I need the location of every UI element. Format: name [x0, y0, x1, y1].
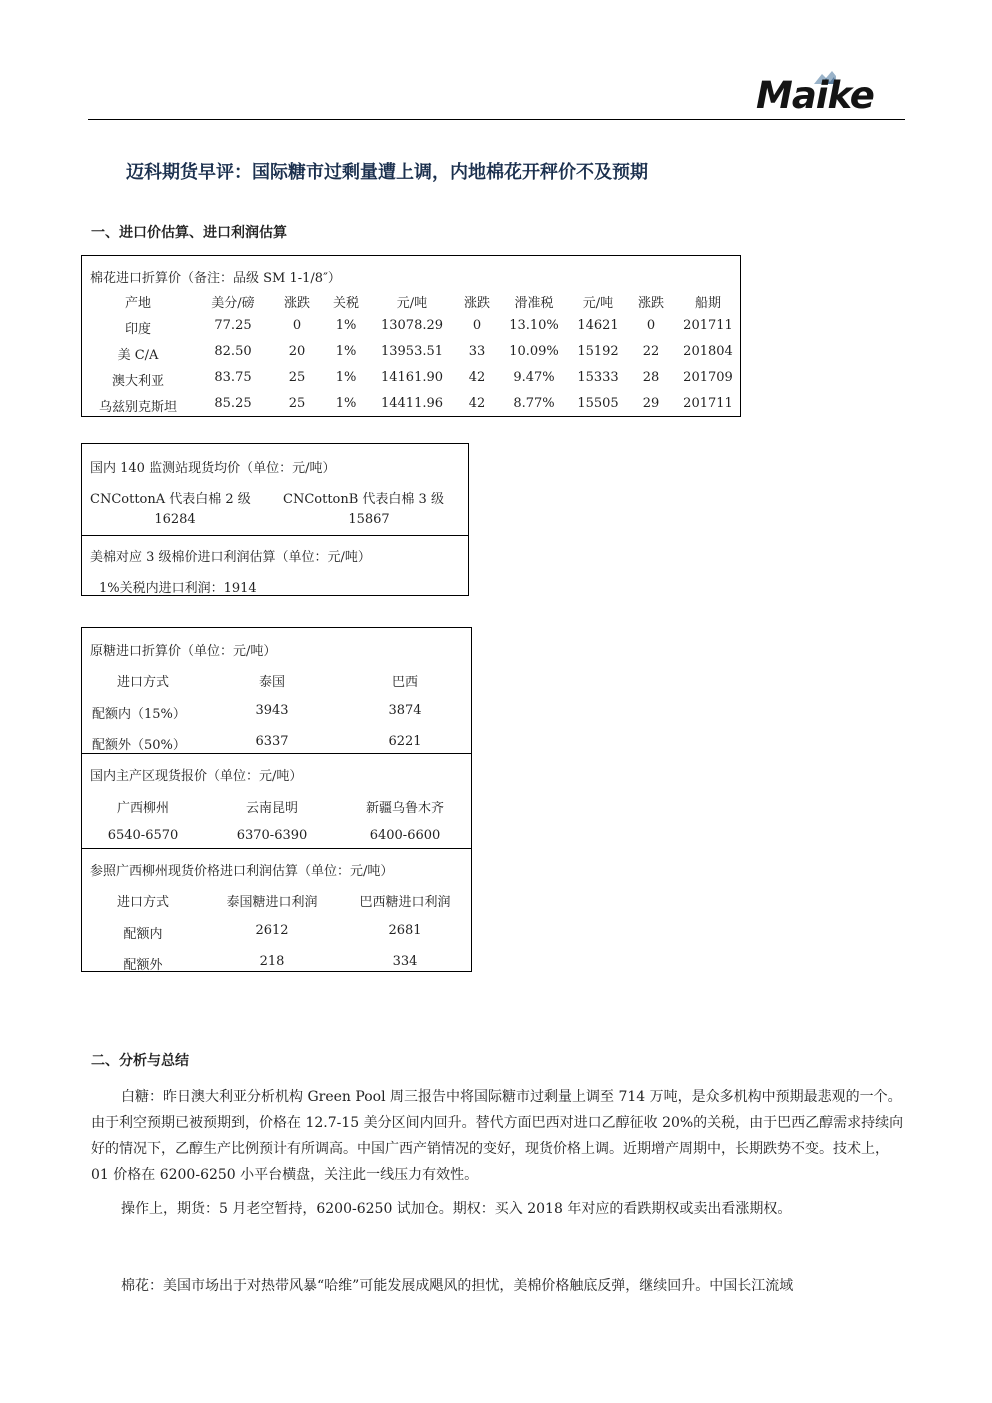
- section-heading-1: 一、进口价估算、进口利润估算: [91, 225, 287, 241]
- section-heading-2: 二、分析与总结: [91, 1053, 189, 1069]
- profit-caption: 美棉对应 3 级棉价进口利润估算（单位：元/吨）: [90, 550, 371, 565]
- table-cell: 14621: [577, 318, 619, 333]
- table-cell: 83.75: [214, 370, 252, 385]
- table-header: 元/吨: [582, 296, 614, 311]
- table-cell: 13953.51: [380, 344, 444, 359]
- table-header: 泰国: [258, 675, 286, 690]
- profit-text: 1%关税内进口利润：1914: [99, 581, 257, 596]
- table-cell: 2612: [255, 923, 289, 938]
- table-cell: 印度: [124, 322, 152, 337]
- table-cell: 1%: [335, 370, 357, 385]
- table-header: 涨跌: [283, 296, 311, 311]
- maike-logo: [756, 70, 890, 120]
- table-caption: 国内 140 监测站现货均价（单位：元/吨）: [90, 461, 336, 476]
- table-cell: 13.10%: [509, 318, 559, 333]
- table-cell: 6400-6600: [369, 828, 441, 843]
- table-cell: 配额外（50%）: [92, 738, 186, 753]
- table-caption: 棉花进口折算价（备注：品级 SM 1-1/8″）: [90, 271, 341, 286]
- header-rule: [88, 119, 905, 120]
- table-header: 元/吨: [396, 296, 428, 311]
- cotton-import-table: [81, 255, 741, 417]
- table-cell: 29: [642, 396, 660, 411]
- table-cell: 1%: [335, 396, 357, 411]
- table-header: 巴西: [391, 675, 419, 690]
- paragraph-sugar: 白糖：昨日澳大利亚分析机构 Green Pool 周三报告中将国际糖市过剩量上调至 714 万吨，是众多机构中预期最悲观的一个。由于利空预期已被预期到，价格在 12.7-15 美分区间内回升。替代方面巴西对进口乙醇征收 20%的关税，由于巴西乙醇需求持续向好的情况下，乙醇生产比例预计有所调高。中国广西产销情况的变好，现货价格上调。近期增产周期中，长期跌势不变。技术上，01 价格在 6200-6250 小平台横盘，关注此一线压力有效性。: [91, 1089, 904, 1183]
- sugar-table: [81, 627, 472, 972]
- cotton-b-label: CNCottonB 代表白棉 3 级: [283, 492, 444, 507]
- table-header: 广西柳州: [116, 801, 170, 816]
- table-cell: 6540-6570: [107, 828, 179, 843]
- table-cell: 28: [642, 370, 660, 385]
- paragraph-operation: 操作上，期货：5 月老空暂持，6200-6250 试加仓。期权：买入 2018 年对应的看跌期权或卖出看涨期权。: [121, 1201, 792, 1217]
- table-cell: 15192: [577, 344, 619, 359]
- table-cell: 1%: [335, 344, 357, 359]
- table-cell: 201709: [683, 370, 733, 385]
- table-cell: 1%: [335, 318, 357, 333]
- table-cell: 6221: [388, 734, 422, 749]
- divider: [82, 848, 471, 849]
- table-cell: 85.25: [214, 396, 252, 411]
- table-cell: 25: [288, 396, 306, 411]
- table-cell: 8.77%: [513, 396, 555, 411]
- table-cell: 配额外: [123, 958, 163, 973]
- table-cell: 2681: [388, 923, 422, 938]
- table-cell: 22: [642, 344, 660, 359]
- table-caption: 原糖进口折算价（单位：元/吨）: [90, 644, 277, 659]
- table-cell: 配额内: [123, 927, 163, 942]
- table-cell: 15505: [577, 396, 619, 411]
- table-caption: 参照广西柳州现货价格进口利润估算（单位：元/吨）: [90, 864, 394, 879]
- table-cell: 13078.29: [380, 318, 444, 333]
- table-cell: 14161.90: [380, 370, 444, 385]
- table-cell: 3943: [255, 703, 289, 718]
- table-caption: 国内主产区现货报价（单位：元/吨）: [90, 769, 303, 784]
- table-cell: 9.47%: [513, 370, 555, 385]
- table-cell: 14411.96: [380, 396, 444, 411]
- table-cell: 218: [259, 954, 285, 969]
- table-header: 关税: [332, 296, 360, 311]
- table-cell: 42: [468, 396, 486, 411]
- table-cell: 6370-6390: [236, 828, 308, 843]
- table-cell: 201711: [683, 396, 733, 411]
- table-cell: 82.50: [214, 344, 252, 359]
- table-header: 涨跌: [637, 296, 665, 311]
- table-cell: 0: [472, 318, 482, 333]
- table-cell: 20: [288, 344, 306, 359]
- table-cell: 澳大利亚: [111, 374, 165, 389]
- paragraph-cotton: 棉花：美国市场出于对热带风暴“哈维”可能发展成飓风的担忧，美棉价格触底反弹，继续回升。中国长江流域: [121, 1278, 794, 1294]
- logo-text: Maike: [756, 74, 874, 117]
- table-cell: 0: [646, 318, 656, 333]
- table-header: 进口方式: [116, 895, 170, 910]
- table-header: 新疆乌鲁木齐: [365, 801, 445, 816]
- table-cell: 77.25: [214, 318, 252, 333]
- table-cell: 42: [468, 370, 486, 385]
- table-cell: 美 C/A: [117, 348, 159, 363]
- table-cell: 334: [392, 954, 418, 969]
- page-title: 迈科期货早评：国际糖市过剩量遭上调，内地棉花开秤价不及预期: [126, 162, 648, 183]
- table-header: 产地: [124, 296, 152, 311]
- table-cell: 33: [468, 344, 486, 359]
- cotton-b-value: 15867: [348, 512, 390, 527]
- divider: [82, 753, 471, 754]
- table-cell: 25: [288, 370, 306, 385]
- divider: [82, 535, 468, 536]
- table-header: 云南昆明: [245, 801, 299, 816]
- table-cell: 10.09%: [509, 344, 559, 359]
- table-cell: 201804: [683, 344, 733, 359]
- table-header: 进口方式: [116, 675, 170, 690]
- table-header: 船期: [694, 296, 722, 311]
- cotton-a-value: 16284: [154, 512, 196, 527]
- table-header: 泰国糖进口利润: [226, 895, 318, 910]
- table-header: 涨跌: [463, 296, 491, 311]
- table-cell: 201711: [683, 318, 733, 333]
- table-cell: 乌兹别克斯坦: [98, 400, 178, 415]
- table-cell: 配额内（15%）: [92, 707, 186, 722]
- table-cell: 3874: [388, 703, 422, 718]
- table-cell: 0: [292, 318, 302, 333]
- table-header: 美分/磅: [211, 296, 255, 311]
- domestic-cotton-table: [81, 443, 469, 596]
- table-header: 巴西糖进口利润: [359, 895, 451, 910]
- table-header: 滑准税: [514, 296, 554, 311]
- cotton-a-label: CNCottonA 代表白棉 2 级: [90, 492, 251, 507]
- table-cell: 6337: [255, 734, 289, 749]
- table-cell: 15333: [577, 370, 619, 385]
